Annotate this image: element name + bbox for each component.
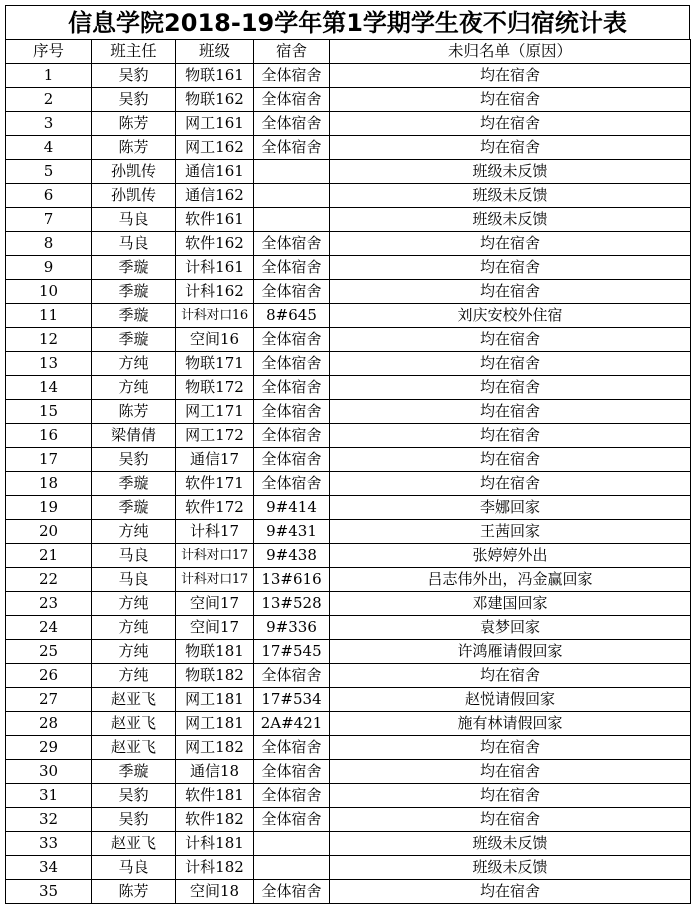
cell-absent-list: 均在宿舍 [330, 88, 691, 112]
cell-teacher: 马良 [92, 208, 176, 232]
cell-absent-list: 赵悦请假回家 [330, 688, 691, 712]
cell-dorm: 2A#421 [254, 712, 330, 736]
cell-teacher: 方纯 [92, 616, 176, 640]
cell-class: 物联172 [176, 376, 254, 400]
cell-teacher: 马良 [92, 544, 176, 568]
table-row [6, 376, 691, 400]
table-row [6, 160, 691, 184]
cell-class: 网工181 [176, 688, 254, 712]
cell-dorm: 17#545 [254, 640, 330, 664]
table-row [6, 736, 691, 760]
cell-absent-list: 邓建国回家 [330, 592, 691, 616]
header-teacher: 班主任 [92, 40, 176, 64]
cell-teacher: 方纯 [92, 520, 176, 544]
cell-absent-list: 均在宿舍 [330, 784, 691, 808]
cell-dorm: 全体宿舍 [254, 424, 330, 448]
cell-absent-list: 李娜回家 [330, 496, 691, 520]
cell-class: 计科182 [176, 856, 254, 880]
cell-teacher: 赵亚飞 [92, 688, 176, 712]
cell-dorm: 全体宿舍 [254, 808, 330, 832]
cell-dorm: 9#431 [254, 520, 330, 544]
table-row [6, 208, 691, 232]
cell-index: 20 [6, 520, 92, 544]
cell-index: 1 [6, 64, 92, 88]
cell-teacher: 吴豹 [92, 448, 176, 472]
table-row [6, 448, 691, 472]
cell-class: 软件162 [176, 232, 254, 256]
table-row [6, 424, 691, 448]
cell-teacher: 马良 [92, 856, 176, 880]
table-row [6, 520, 691, 544]
cell-teacher: 赵亚飞 [92, 712, 176, 736]
cell-dorm: 全体宿舍 [254, 448, 330, 472]
cell-teacher: 季璇 [92, 760, 176, 784]
cell-class: 通信161 [176, 160, 254, 184]
spreadsheet [5, 5, 690, 904]
cell-class: 计科162 [176, 280, 254, 304]
cell-class: 空间16 [176, 328, 254, 352]
cell-index: 3 [6, 112, 92, 136]
cell-absent-list: 班级未反馈 [330, 160, 691, 184]
cell-dorm: 全体宿舍 [254, 760, 330, 784]
cell-index: 28 [6, 712, 92, 736]
cell-class: 计科对口17 [176, 544, 254, 568]
cell-dorm: 全体宿舍 [254, 328, 330, 352]
table-body [6, 64, 691, 904]
cell-dorm [254, 184, 330, 208]
cell-class: 软件181 [176, 784, 254, 808]
cell-teacher: 吴豹 [92, 88, 176, 112]
cell-class: 软件171 [176, 472, 254, 496]
header-absent-list: 未归名单（原因） [330, 40, 691, 64]
table-row [6, 400, 691, 424]
cell-absent-list: 均在宿舍 [330, 424, 691, 448]
table-row [6, 544, 691, 568]
cell-class: 计科对口16 [176, 304, 254, 328]
cell-teacher: 陈芳 [92, 112, 176, 136]
cell-teacher: 方纯 [92, 592, 176, 616]
cell-dorm: 全体宿舍 [254, 472, 330, 496]
cell-absent-list: 均在宿舍 [330, 880, 691, 904]
cell-index: 17 [6, 448, 92, 472]
table-row [6, 136, 691, 160]
cell-dorm: 13#616 [254, 568, 330, 592]
cell-class: 计科161 [176, 256, 254, 280]
cell-dorm: 全体宿舍 [254, 352, 330, 376]
cell-dorm: 9#336 [254, 616, 330, 640]
cell-teacher: 陈芳 [92, 400, 176, 424]
cell-index: 11 [6, 304, 92, 328]
cell-index: 2 [6, 88, 92, 112]
cell-absent-list: 均在宿舍 [330, 448, 691, 472]
table-row [6, 712, 691, 736]
cell-absent-list: 许鸿雁请假回家 [330, 640, 691, 664]
cell-class: 通信18 [176, 760, 254, 784]
table-row [6, 112, 691, 136]
cell-index: 10 [6, 280, 92, 304]
cell-teacher: 陈芳 [92, 136, 176, 160]
cell-class: 软件161 [176, 208, 254, 232]
cell-teacher: 赵亚飞 [92, 832, 176, 856]
cell-index: 25 [6, 640, 92, 664]
cell-class: 网工171 [176, 400, 254, 424]
cell-absent-list: 均在宿舍 [330, 280, 691, 304]
cell-dorm [254, 832, 330, 856]
header-class: 班级 [176, 40, 254, 64]
table-row [6, 184, 691, 208]
cell-teacher: 孙凯传 [92, 160, 176, 184]
cell-index: 6 [6, 184, 92, 208]
cell-class: 计科17 [176, 520, 254, 544]
cell-absent-list: 均在宿舍 [330, 376, 691, 400]
cell-index: 19 [6, 496, 92, 520]
cell-class: 网工161 [176, 112, 254, 136]
cell-teacher: 季璇 [92, 328, 176, 352]
cell-dorm: 9#438 [254, 544, 330, 568]
cell-class: 物联171 [176, 352, 254, 376]
cell-absent-list: 班级未反馈 [330, 832, 691, 856]
cell-dorm [254, 208, 330, 232]
cell-dorm: 全体宿舍 [254, 880, 330, 904]
cell-class: 通信17 [176, 448, 254, 472]
table-row [6, 232, 691, 256]
cell-absent-list: 均在宿舍 [330, 400, 691, 424]
cell-index: 35 [6, 880, 92, 904]
cell-absent-list: 张婷婷外出 [330, 544, 691, 568]
cell-class: 通信162 [176, 184, 254, 208]
header-dorm: 宿舍 [254, 40, 330, 64]
cell-teacher: 吴豹 [92, 64, 176, 88]
cell-absent-list: 均在宿舍 [330, 112, 691, 136]
table-row [6, 832, 691, 856]
cell-absent-list: 均在宿舍 [330, 136, 691, 160]
cell-class: 网工162 [176, 136, 254, 160]
cell-index: 18 [6, 472, 92, 496]
table-row [6, 640, 691, 664]
table-row [6, 472, 691, 496]
cell-absent-list: 均在宿舍 [330, 736, 691, 760]
table-row [6, 856, 691, 880]
cell-absent-list: 刘庆安校外住宿 [330, 304, 691, 328]
table-row [6, 496, 691, 520]
cell-dorm: 全体宿舍 [254, 112, 330, 136]
cell-teacher: 赵亚飞 [92, 736, 176, 760]
cell-dorm: 全体宿舍 [254, 280, 330, 304]
cell-class: 空间17 [176, 616, 254, 640]
cell-index: 4 [6, 136, 92, 160]
cell-class: 软件172 [176, 496, 254, 520]
cell-class: 空间17 [176, 592, 254, 616]
cell-teacher: 季璇 [92, 496, 176, 520]
cell-index: 27 [6, 688, 92, 712]
cell-index: 12 [6, 328, 92, 352]
cell-absent-list: 施有林请假回家 [330, 712, 691, 736]
cell-absent-list: 均在宿舍 [330, 232, 691, 256]
cell-index: 21 [6, 544, 92, 568]
cell-class: 物联162 [176, 88, 254, 112]
cell-teacher: 梁倩倩 [92, 424, 176, 448]
cell-teacher: 陈芳 [92, 880, 176, 904]
table-row [6, 808, 691, 832]
table-row [6, 88, 691, 112]
table-row [6, 616, 691, 640]
cell-index: 14 [6, 376, 92, 400]
cell-index: 8 [6, 232, 92, 256]
cell-absent-list: 均在宿舍 [330, 64, 691, 88]
table-row [6, 64, 691, 88]
cell-dorm: 全体宿舍 [254, 256, 330, 280]
cell-absent-list: 均在宿舍 [330, 256, 691, 280]
table-row [6, 664, 691, 688]
cell-index: 22 [6, 568, 92, 592]
cell-index: 5 [6, 160, 92, 184]
cell-index: 26 [6, 664, 92, 688]
cell-teacher: 季璇 [92, 304, 176, 328]
cell-dorm: 全体宿舍 [254, 784, 330, 808]
cell-teacher: 方纯 [92, 640, 176, 664]
cell-teacher: 季璇 [92, 256, 176, 280]
cell-index: 24 [6, 616, 92, 640]
cell-dorm: 9#414 [254, 496, 330, 520]
cell-dorm: 13#528 [254, 592, 330, 616]
cell-dorm [254, 160, 330, 184]
cell-index: 13 [6, 352, 92, 376]
cell-class: 空间18 [176, 880, 254, 904]
cell-teacher: 马良 [92, 232, 176, 256]
cell-absent-list: 均在宿舍 [330, 760, 691, 784]
cell-absent-list: 均在宿舍 [330, 472, 691, 496]
cell-absent-list: 均在宿舍 [330, 664, 691, 688]
cell-index: 34 [6, 856, 92, 880]
cell-dorm: 全体宿舍 [254, 736, 330, 760]
cell-dorm: 8#645 [254, 304, 330, 328]
cell-class: 软件182 [176, 808, 254, 832]
statistics-table [5, 39, 691, 904]
cell-absent-list: 班级未反馈 [330, 184, 691, 208]
cell-index: 16 [6, 424, 92, 448]
cell-absent-list: 均在宿舍 [330, 352, 691, 376]
cell-dorm: 17#534 [254, 688, 330, 712]
table-row [6, 568, 691, 592]
table-row [6, 304, 691, 328]
cell-class: 计科对口17 [176, 568, 254, 592]
cell-index: 33 [6, 832, 92, 856]
cell-class: 网工172 [176, 424, 254, 448]
cell-teacher: 方纯 [92, 664, 176, 688]
cell-class: 物联161 [176, 64, 254, 88]
cell-class: 计科181 [176, 832, 254, 856]
cell-dorm: 全体宿舍 [254, 64, 330, 88]
table-row [6, 352, 691, 376]
cell-absent-list: 吕志伟外出，冯金赢回家 [330, 568, 691, 592]
cell-index: 31 [6, 784, 92, 808]
table-row [6, 784, 691, 808]
table-row [6, 760, 691, 784]
cell-index: 7 [6, 208, 92, 232]
cell-absent-list: 均在宿舍 [330, 328, 691, 352]
cell-absent-list: 班级未反馈 [330, 208, 691, 232]
cell-class: 物联181 [176, 640, 254, 664]
cell-index: 9 [6, 256, 92, 280]
table-row [6, 328, 691, 352]
table-row [6, 880, 691, 904]
cell-dorm: 全体宿舍 [254, 400, 330, 424]
table-row [6, 688, 691, 712]
cell-dorm [254, 856, 330, 880]
table-row [6, 280, 691, 304]
cell-index: 30 [6, 760, 92, 784]
cell-teacher: 季璇 [92, 472, 176, 496]
cell-class: 物联182 [176, 664, 254, 688]
cell-index: 29 [6, 736, 92, 760]
table-row [6, 256, 691, 280]
cell-dorm: 全体宿舍 [254, 376, 330, 400]
cell-teacher: 孙凯传 [92, 184, 176, 208]
cell-absent-list: 均在宿舍 [330, 808, 691, 832]
header-index: 序号 [6, 40, 92, 64]
cell-teacher: 吴豹 [92, 808, 176, 832]
cell-index: 15 [6, 400, 92, 424]
table-title: 信息学院2018-19学年第1学期学生夜不归宿统计表 [5, 5, 690, 39]
cell-dorm: 全体宿舍 [254, 232, 330, 256]
cell-teacher: 方纯 [92, 352, 176, 376]
cell-index: 23 [6, 592, 92, 616]
cell-absent-list: 袁梦回家 [330, 616, 691, 640]
cell-index: 32 [6, 808, 92, 832]
table-row [6, 592, 691, 616]
cell-class: 网工182 [176, 736, 254, 760]
cell-teacher: 季璇 [92, 280, 176, 304]
cell-class: 网工181 [176, 712, 254, 736]
cell-teacher: 方纯 [92, 376, 176, 400]
cell-dorm: 全体宿舍 [254, 664, 330, 688]
cell-absent-list: 王茜回家 [330, 520, 691, 544]
cell-teacher: 吴豹 [92, 784, 176, 808]
cell-dorm: 全体宿舍 [254, 88, 330, 112]
cell-dorm: 全体宿舍 [254, 136, 330, 160]
header-row [6, 40, 691, 64]
cell-absent-list: 班级未反馈 [330, 856, 691, 880]
cell-teacher: 马良 [92, 568, 176, 592]
